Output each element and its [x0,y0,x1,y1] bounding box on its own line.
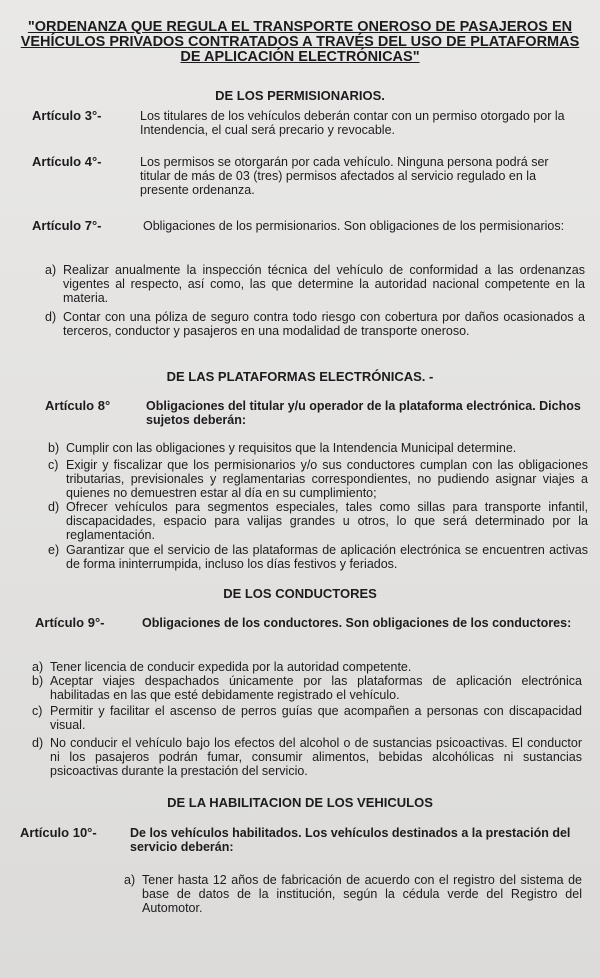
item-letter: d) [45,310,57,324]
article-9-item-b [32,674,582,702]
item-letter: d) [32,736,44,750]
item-letter: e) [48,543,60,557]
document-title [0,0,600,65]
article-7-item-a [45,263,585,305]
article-7-item-d [45,310,585,338]
article-10-item-a [124,873,582,915]
section-heading-permisionarios: DE LOS PERMISIONARIOS. [215,88,385,103]
article-8-text: Obligaciones del titular y/u operador de la plataforma electrónica. Dichos sujetos deberán: [146,399,581,427]
article-9-item-a [32,660,582,674]
article-7-text: Obligaciones de los permisionarios. Son obligaciones de los permisionarios: [143,219,565,233]
article-9-item-d [32,736,582,778]
item-letter: a) [124,873,136,887]
item-text: No conducir el vehículo bajo los efectos del alcohol o de sustancias psicoactivas. El conductor ni los pasajeros podrán fumar, consumir alimentos, bebidas alcohólicas ni sustancias psicoactivas durante la prestación del servicio. [50,736,582,778]
article-8-item-b [48,441,588,455]
item-text: Tener hasta 12 años de fabricación de acuerdo con el registro del sistema de base de datos de la institución, según la cédula verde del Registro del Automotor. [142,873,582,915]
article-8-item-d [48,500,588,542]
item-text: Tener licencia de conducir expedida por la autoridad competente. [50,660,412,674]
item-text: Realizar anualmente la inspección técnica del vehículo de conformidad a las ordenanzas vigentes al respecto, así como, las que determine la autoridad nacional competente en la materia. [63,263,585,305]
item-letter: a) [45,263,57,277]
item-text: Contar con una póliza de seguro contra todo riesgo con cobertura por daños ocasionados a terceros, conductor y pasajeros en una modalidad de transporte oneroso. [63,310,585,338]
item-letter: b) [48,441,60,455]
article-8-label: Artículo 8° [45,398,111,413]
article-8-item-c [48,458,588,500]
article-7-label: Artículo 7°- [32,218,102,233]
title-line-1: "ORDENANZA QUE REGULA EL TRANSPORTE ONEROSO DE PASAJEROS EN [27,19,573,35]
item-text: Exigir y fiscalizar que los permisionarios y/o sus conductores cumplan con las obligaciones tributarias, previsionales y reglamentarias correspondientes, no pudiendo asignar viajes a quienes no demuestren estar al día en su cumplimiento; [66,458,588,500]
title-line-2: VEHÍCULOS PRIVADOS CONTRATADOS A TRAVÉS DEL USO DE PLATAFORMAS [20,34,580,50]
article-9-label: Artículo 9°- [35,615,105,630]
article-9-item-c [32,704,582,732]
item-text: Cumplir con las obligaciones y requisitos que la Intendencia Municipal determine. [66,441,517,455]
item-letter: c) [32,704,43,718]
article-4-label: Artículo 4°- [32,154,102,169]
section-heading-habilitacion: DE LA HABILITACION DE LOS VEHICULOS [167,795,433,810]
section-heading-conductores: DE LOS CONDUCTORES [223,586,377,601]
title-line-3: DE APLICACIÓN ELECTRÓNICAS" [180,49,420,65]
article-10-label: Artículo 10°- [20,825,97,840]
article-3-label: Artículo 3°- [32,108,102,123]
article-3-text: Los titulares de los vehículos deberán contar con un permiso otorgado por la Intendencia, el cual será precario y revocable. [140,109,565,137]
item-letter: b) [32,674,44,688]
item-letter: c) [48,458,59,472]
item-text: Ofrecer vehículos para segmentos especiales, tales como sillas para transporte infantil, discapacidades, espacio para valijas grandes u otros, lo que será determinado por la reglamentación. [66,500,588,542]
article-9-text: Obligaciones de los conductores. Son obligaciones de los conductores: [142,616,572,630]
item-text: Permitir y facilitar el ascenso de perros guías que acompañen a personas con discapacidad visual. [50,704,582,732]
article-10-text: De los vehículos habilitados. Los vehículos destinados a la prestación del servicio deberán: [130,826,571,854]
item-text: Garantizar que el servicio de las plataformas de aplicación electrónica se encuentren activas de forma ininterrumpida, incluso los días festivos y feriados. [66,543,588,571]
section-heading-plataformas: DE LAS PLATAFORMAS ELECTRÓNICAS. - [166,369,434,384]
item-letter: d) [48,500,60,514]
article-4-text: Los permisos se otorgarán por cada vehículo. Ninguna persona podrá ser titular de más de 03 (tres) permisos afectados al servicio regulado en la presente ordenanza. [140,155,549,197]
article-8-item-e [48,543,588,571]
item-text: Aceptar viajes despachados únicamente por las plataformas de aplicación electrónica habilitadas en las que esté debidamente registrado el vehículo. [50,674,582,702]
item-letter: a) [32,660,44,674]
